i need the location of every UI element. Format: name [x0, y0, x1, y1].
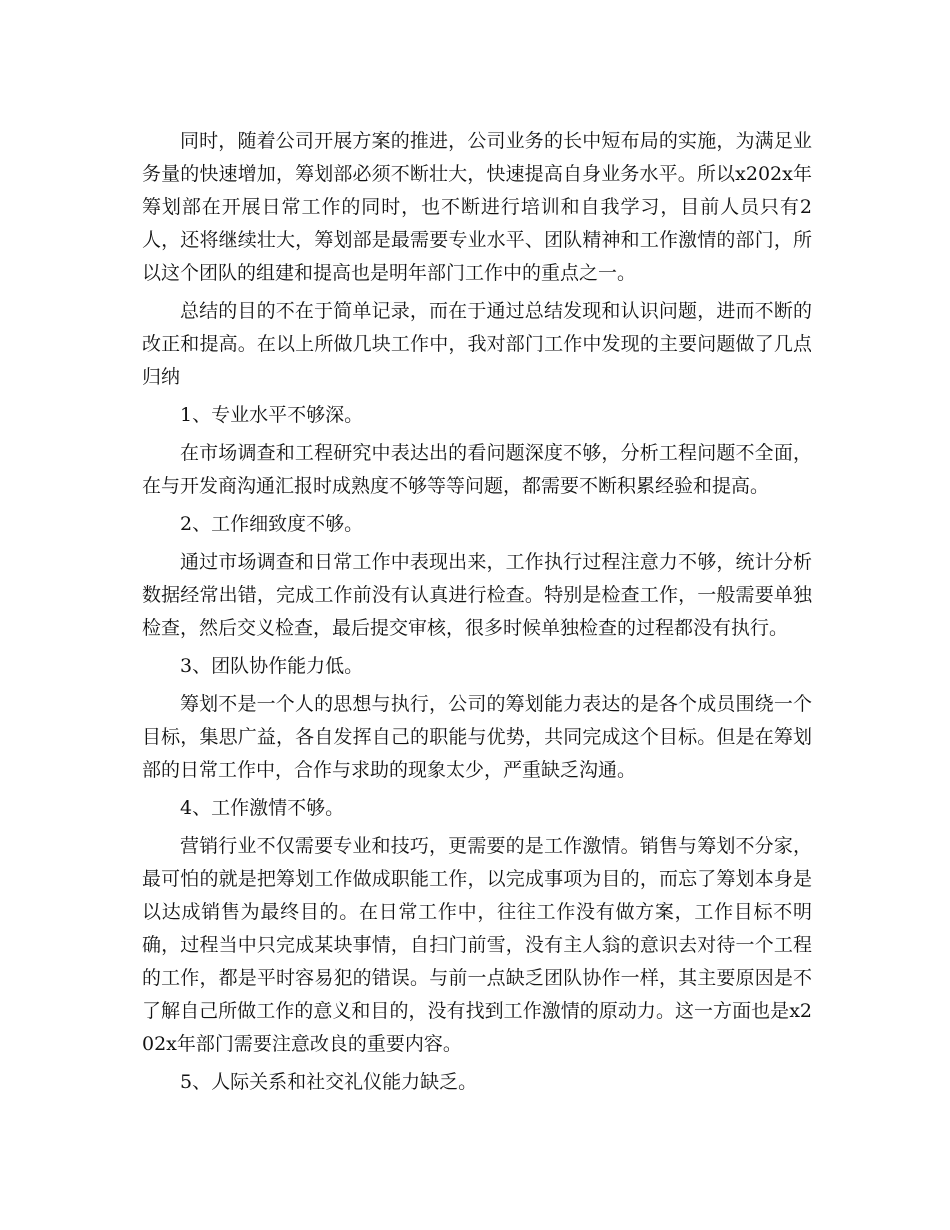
heading-issue-3: 3、团队协作能力低。: [180, 655, 364, 677]
heading-issue-1: 1、专业水平不够深。: [180, 404, 364, 426]
document-page: [142, 125, 812, 1104]
paragraph-issue-1: 在市场调查和工程研究中表达出的看问题深度不够，分析工程问题不全面，在与开发商沟通汇报时成熟度不够等等问题，都需要不断积累经验和提高。: [142, 442, 812, 497]
heading-issue-2: 2、工作细致度不够。: [180, 513, 364, 535]
heading-issue-5: 5、人际关系和社交礼仪能力缺乏。: [180, 1071, 478, 1093]
heading-issue-4: 4、工作激情不够。: [180, 797, 345, 819]
paragraph-issue-2: 通过市场调查和日常工作中表现出来，工作执行过程注意力不够，统计分析数据经常出错，完成工作前没有认真进行检查。特别是检查工作，一般需要单独检查，然后交义检查，最后提交审核，很多时候单独检查的过程都没有执行。: [142, 551, 812, 639]
paragraph-summary-purpose: 总结的目的不在于简单记录，而在于通过总结发现和认识问题，进而不断的改正和提高。在以上所做几块工作中，我对部门工作中发现的主要问题做了几点归纳: [142, 300, 812, 388]
paragraph-issue-3: 筹划不是一个人的思想与执行，公司的筹划能力表达的是各个成员围绕一个目标，集思广益，各自发挥自己的职能与优势，共同完成这个目标。但是在筹划部的日常工作中，合作与求助的现象太少，严重缺乏沟通。: [142, 693, 812, 781]
paragraph-team-growth: 同时，随着公司开展方案的推进，公司业务的长中短布局的实施，为满足业务量的快速增加，筹划部必须不断壮大，快速提高自身业务水平。所以x202x年筹划部在开展日常工作的同时，也不断进行培训和自我学习，目前人员只有2人，还将继续壮大，筹划部是最需要专业水平、团队精神和工作激情的部门，所以这个团队的组建和提高也是明年部门工作中的重点之一。: [142, 130, 812, 284]
paragraph-issue-4: 营销行业不仅需要专业和技巧，更需要的是工作激情。销售与筹划不分家，最可怕的就是把筹划工作做成职能工作，以完成事项为目的，而忘了筹划本身是以达成销售为最终目的。在日常工作中，往往工作没有做方案，工作目标不明确，过程当中只完成某块事情，自扫门前雪，没有主人翁的意识去对待一个工程的工作，都是平时容易犯的错误。与前一点缺乏团队协作一样，其主要原因是不了解自己所做工作的意义和目的，没有找到工作激情的原动力。这一方面也是x202x年部门需要注意改良的重要内容。: [142, 835, 812, 1055]
